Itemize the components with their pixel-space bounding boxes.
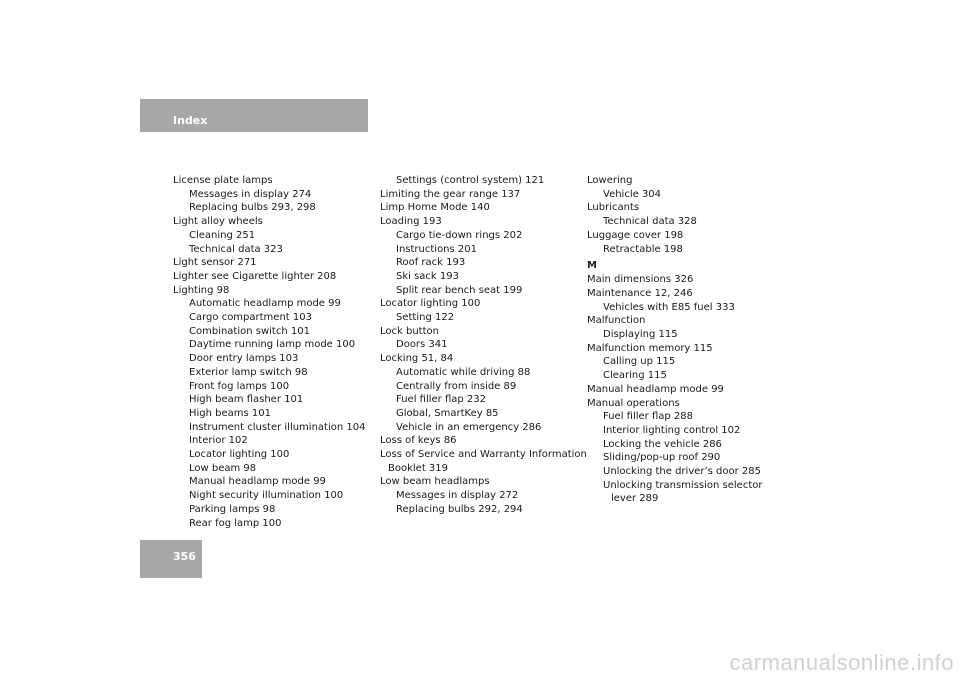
index-subentry: Ski sack 193: [396, 270, 459, 282]
index-subentry: Doors 341: [396, 339, 448, 351]
index-entry: Limiting the gear range 137: [380, 188, 521, 200]
index-subentry: Manual headlamp mode 99: [189, 476, 326, 488]
section-title: Index: [173, 114, 208, 127]
index-entry: Malfunction: [587, 315, 646, 327]
index-entry: Lighter see Cigarette lighter 208: [173, 270, 337, 282]
watermark-text: carmanualsonline.info: [729, 650, 954, 675]
index-subentry: Centrally from inside 89: [396, 380, 517, 392]
index-entry: Locking 51, 84: [380, 353, 454, 365]
index-subentry: Interior 102: [189, 435, 248, 447]
index-subentry: Messages in display 272: [396, 490, 519, 502]
index-subentry: Retractable 198: [603, 243, 683, 255]
index-subentry: Vehicles with E85 fuel 333: [603, 301, 735, 313]
index-entry: Loss of Service and Warranty Information: [380, 449, 587, 461]
index-entry: Loss of keys 86: [380, 435, 457, 447]
index-subentry: Combination switch 101: [189, 325, 310, 337]
index-subentry: Clearing 115: [603, 370, 667, 382]
index-entry: Malfunction memory 115: [587, 342, 713, 354]
index-subentry: Cleaning 251: [189, 229, 256, 241]
index-subentry: lever 289: [611, 493, 659, 505]
index-entry: Light alloy wheels: [173, 216, 263, 228]
index-subentry: Low beam 98: [189, 462, 257, 474]
index-subentry: High beam flasher 101: [189, 394, 304, 406]
index-column-1: [173, 174, 373, 530]
index-subentry: Vehicle in an emergency 286: [396, 421, 542, 433]
index-entry: Locator lighting 100: [380, 298, 481, 310]
index-subentry: Automatic while driving 88: [396, 366, 531, 378]
index-subentry: Unlocking transmission selector: [603, 479, 763, 491]
index-entry: Lighting 98: [173, 284, 230, 296]
index-subentry: Instrument cluster illumination 104: [189, 421, 366, 433]
page-number-tab: [140, 540, 202, 578]
index-entry: Limp Home Mode 140: [380, 202, 490, 214]
index-subentry: Technical data 323: [189, 243, 283, 255]
index-entry: Lock button: [380, 325, 439, 337]
index-subentry: Locator lighting 100: [189, 449, 290, 461]
index-subentry: Daytime running lamp mode 100: [189, 339, 356, 351]
index-subentry: Fuel filler flap 232: [396, 394, 486, 406]
index-entry: Main dimensions 326: [587, 274, 694, 286]
section-header-bar: [140, 99, 368, 132]
index-subentry: Global, SmartKey 85: [396, 407, 499, 419]
index-entry: Luggage cover 198: [587, 229, 684, 241]
index-entry: Manual headlamp mode 99: [587, 383, 724, 395]
index-subentry: Replacing bulbs 292, 294: [396, 503, 523, 515]
index-entry: Manual operations: [587, 397, 680, 409]
index-subentry: Technical data 328: [603, 216, 697, 228]
index-column-2: [380, 174, 587, 517]
index-subentry: Roof rack 193: [396, 257, 466, 269]
index-subentry: Cargo compartment 103: [189, 312, 312, 324]
index-subentry: Sliding/pop-up roof 290: [603, 452, 721, 464]
index-subentry: Locking the vehicle 286: [603, 438, 722, 450]
index-entry: Low beam headlamps: [380, 476, 490, 488]
index-subentry: Cargo tie-down rings 202: [396, 229, 523, 241]
index-subentry: Booklet 319: [388, 462, 449, 474]
index-subentry: Exterior lamp switch 98: [189, 366, 308, 378]
index-subentry: Replacing bulbs 293, 298: [189, 202, 316, 214]
index-subentry: Front fog lamps 100: [189, 380, 290, 392]
index-subentry: Unlocking the driver’s door 285: [603, 466, 762, 478]
index-subentry: High beams 101: [189, 407, 272, 419]
index-subentry: Night security illumination 100: [189, 490, 344, 502]
index-entry: Maintenance 12, 246: [587, 287, 693, 299]
index-entry: Lubricants: [587, 202, 640, 214]
index-subentry: Interior lighting control 102: [603, 424, 741, 436]
index-entry: License plate lamps: [173, 175, 273, 186]
index-entry: Lowering: [587, 175, 633, 186]
index-subentry: Rear fog lamp 100: [189, 517, 282, 529]
index-letter-heading: M: [587, 260, 597, 272]
index-subentry: Parking lamps 98: [189, 503, 276, 515]
index-subentry: Messages in display 274: [189, 188, 312, 200]
index-entry: Light sensor 271: [173, 257, 257, 269]
index-subentry: Fuel filler flap 288: [603, 411, 693, 423]
index-subentry: Calling up 115: [603, 356, 676, 368]
index-subentry: Split rear bench seat 199: [396, 284, 523, 296]
page-number: 356: [173, 550, 196, 563]
index-subentry: Door entry lamps 103: [189, 353, 299, 365]
index-subentry: Instructions 201: [396, 243, 477, 255]
index-subentry: Vehicle 304: [603, 188, 662, 200]
index-subentry: Automatic headlamp mode 99: [189, 298, 341, 310]
index-subentry: Displaying 115: [603, 329, 678, 341]
index-entry: Loading 193: [380, 216, 442, 228]
index-column-3: [587, 174, 787, 506]
index-subentry: Settings (control system) 121: [396, 175, 545, 186]
index-subentry: Setting 122: [396, 312, 455, 324]
